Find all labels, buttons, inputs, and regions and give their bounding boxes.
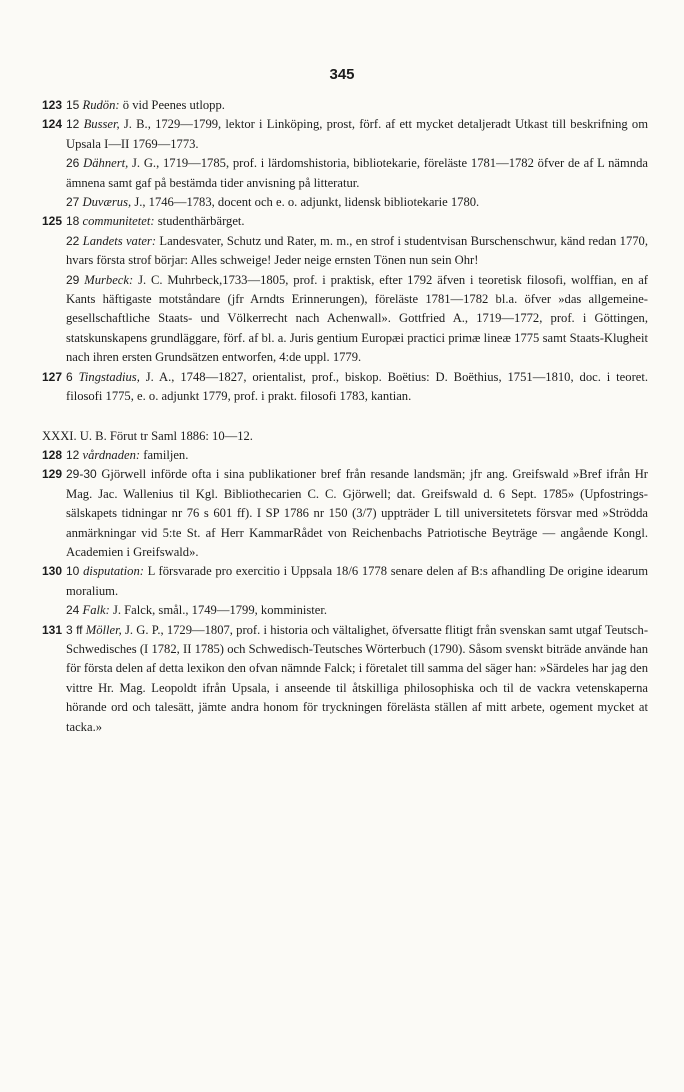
note-line [42, 232, 648, 271]
line-number: 26 [66, 156, 80, 171]
lemma: communitetet: [82, 214, 155, 229]
lemma: Tingstadius, [78, 369, 140, 384]
commentary: familjen. [143, 447, 189, 462]
note-page-number: 127 [42, 369, 63, 384]
commentary: J. B., 1729—1799, lektor i Linköping, prost, förf. af ett mycket detaljeradt Utkast till beskrifning om Upsala I—II 1769—1773. [66, 117, 648, 151]
note-page-number: 124 [42, 117, 63, 132]
lemma: Murbeck: [84, 272, 134, 287]
line-number: 3 ff [66, 622, 83, 637]
line-number: 12 [66, 447, 80, 462]
note-line [42, 193, 648, 212]
commentary: Landesvater, Schutz und Rater, m. m., en strof i studentvisan Burschenschwur, känd redan 1770, hvars första strof börjar: Alles schweige! Jeder neige ernsten Tönen nun sein Ohr! [66, 233, 649, 268]
note-line [42, 601, 648, 620]
note-page-number: 131 [42, 622, 63, 637]
note-line [42, 212, 648, 231]
commentary: ö vid Peenes utlopp. [122, 98, 225, 112]
lemma: Duværus, [82, 195, 132, 210]
lemma: Dähnert, [83, 156, 129, 171]
commentary: L försvarade pro exercitio i Uppsala 18/6 1778 senare delen af B:s afhandling De origine idearum moralium. [66, 564, 649, 598]
note-line [42, 621, 648, 737]
note-line [42, 115, 648, 154]
note-page-number: 129 [42, 467, 63, 482]
line-number: 6 [66, 369, 73, 384]
commentary: J. G. P., 1729—1807, prof. i historia och vältalighet, öfversatte flitigt från svenskan samt utgaf Teutsch-Schwedisches (I 1782, II 1785) och Schwedisch-Teutsches Wörterbuch (1790). Såsom svenskt biträde använde han för första delen af detta lexikon den ofvan nämnde Falck; i företalet till samma del säger han: »Särdeles har jag den vittre Hr. Mag. Leopoldt ifrån Upsala, i anseende til åtskilliga philosophiska och til de vackra vetenskaperna hörande ord och talesätt, jämte andra honom för tryckningen förelästa ställen af mitt arbete, ogement mycket at tacka.» [66, 622, 649, 734]
note-line [42, 562, 648, 601]
line-number: 15 [66, 98, 80, 112]
commentary: J., 1746—1783, docent och e. o. adjunkt, lidensk bibliotekarie 1780. [134, 195, 480, 210]
line-number: 18 [66, 214, 80, 229]
line-number: 29-30 [66, 467, 97, 482]
lemma: Busser, [83, 117, 120, 132]
line-number: 10 [66, 564, 80, 579]
commentary: J. Falck, smål., 1749—1799, komminister. [112, 603, 328, 618]
lemma: Rudön: [82, 98, 120, 112]
note-page-number: 125 [42, 214, 63, 229]
section-heading: XXXI. U. B. Förut tr Saml 1886: 10—12. [42, 428, 253, 443]
page-number: 345 [329, 66, 355, 83]
note-line [42, 96, 648, 115]
commentary: J. C. Muhrbeck,1733—1805, prof. i praktisk, efter 1792 äfven i teoretisk filosofi, wolffian, en af Kants häftigaste motståndare (jfr Arndts Erinnerungen), föreläste 1781—1782 bl.a. öfver »das allgemeine-gesellschaftliche Staats- und Völkerrecht nach Achenwall». Gottfried A., 1719—1772, prof. i Göttingen, statskunskapens grundläggare, förf. af bl. a. Juris gentium Europæi practici primæ lineæ 1775 samt Staats-Klugheit nach ihren ersten Grundsätzen entworfen, 4:de uppl. 1779. [66, 272, 649, 365]
note-page-number: 128 [42, 447, 63, 462]
commentary: studenthärbärget. [157, 214, 245, 229]
note-line [42, 271, 648, 368]
note-line [42, 368, 648, 407]
note-page-number: 130 [42, 564, 63, 579]
lemma: Falk: [82, 603, 110, 618]
notes-body [42, 96, 648, 737]
line-number: 27 [66, 195, 80, 210]
commentary: J. A., 1748—1827, orientalist, prof., biskop. Boëtius: D. Boëthius, 1751—1810, doc. i teoret. filosofi 1775, e. o. adjunkt 1779, prof. i prakt. filosofi 1783, kantian. [66, 369, 649, 404]
note-page-number: 123 [42, 98, 63, 112]
lemma: Landets vater: [82, 233, 157, 248]
line-number: 22 [66, 233, 80, 248]
line-number: 24 [66, 603, 80, 618]
note-line [42, 154, 648, 193]
lemma: disputation: [83, 564, 144, 579]
line-number: 12 [66, 117, 80, 132]
commentary: Gjörwell införde ofta i sina publikationer bref från resande landsmän; jfr ang. Greifswald »Bref ifrån Hr Mag. Jac. Wallenius til Kgl. Bibliothecarien C. C. Gjörwell; dat. Greifswald d. 6 Sept. 1785» (Upfostrings-sälskapets tidningar nr 76 s 601 ff). I SP 1786 nr 150 (3/7) uppträder L till universitetets försvar med »Strödda anmärkningar vid 5:te St. af Herr KammarRådet von Reichenbachs Patriotische Beyträge — angående Kongl. Academien i Greifswald». [66, 467, 648, 559]
commentary: J. G., 1719—1785, prof. i lärdomshistoria, bibliotekarie, föreläste 1781—1782 öfver de af L nämnda ämnena samt gaf på bestämda tider anvisning på litteratur. [66, 156, 648, 190]
line-number: 29 [66, 272, 80, 287]
note-line [42, 465, 648, 562]
note-line [42, 446, 648, 465]
lemma: Möller, [85, 622, 122, 637]
lemma: vårdnaden: [82, 447, 141, 462]
